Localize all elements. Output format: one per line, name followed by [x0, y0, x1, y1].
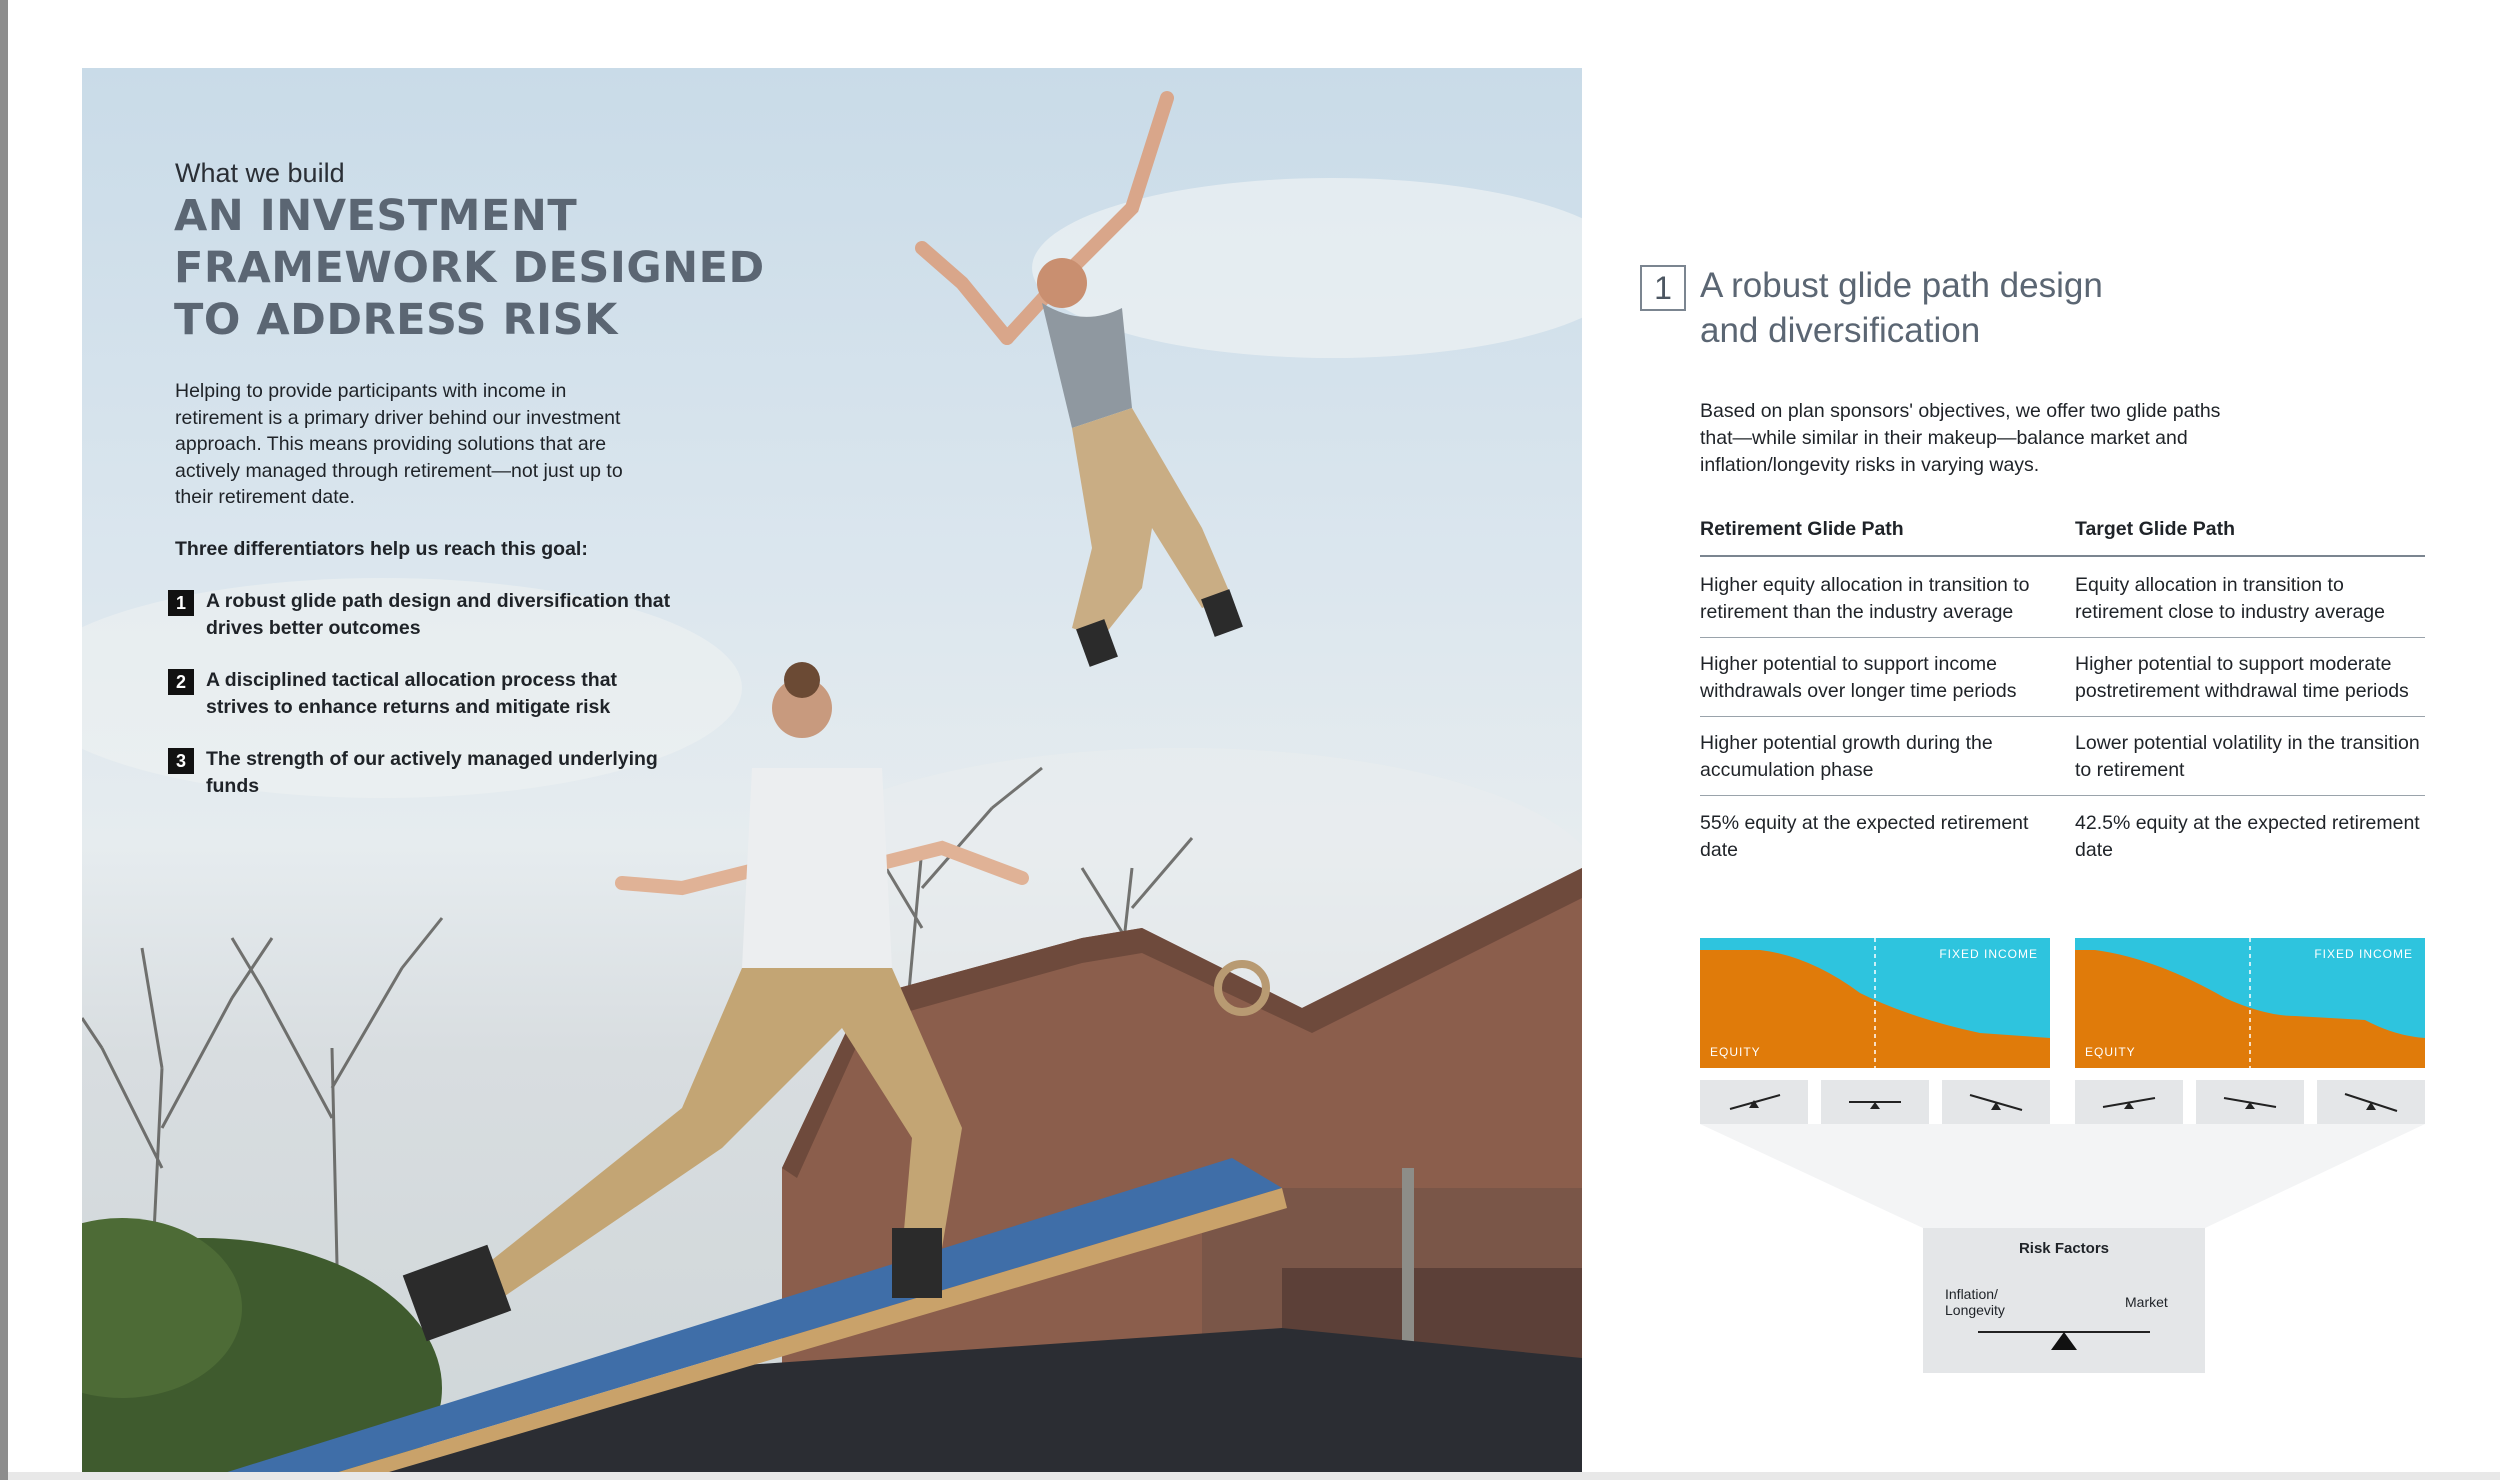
seesaw-right-tilt-icon: [2317, 1080, 2425, 1124]
differentiator-2: [168, 667, 676, 720]
tilt-indicator: [1700, 1080, 1808, 1124]
table-row-rule: [1700, 637, 2425, 638]
differentiator-number: 2: [168, 669, 194, 695]
risk-label-market: Market: [2125, 1294, 2168, 1310]
column-header-target: Target Glide Path: [2075, 518, 2235, 540]
table-row-rule: [1700, 716, 2425, 717]
goal-heading: Three differentiators help us reach this goal:: [175, 538, 588, 560]
target-glide-path-chart: [2075, 938, 2425, 1068]
section-intro: Based on plan sponsors' objectives, we offer two glide paths that—while similar in their makeup—balance market and inflation/longevity risks in varying ways.: [1700, 400, 2221, 476]
table-header-rule: [1700, 555, 2425, 557]
risk-factors-panel: [1923, 1228, 2205, 1373]
seesaw-level-icon: [1821, 1080, 1929, 1124]
fixed-income-label: FIXED INCOME: [1939, 947, 2038, 961]
retirement-glide-path-chart: [1700, 938, 2050, 1068]
equity-label: EQUITY: [2085, 1045, 2136, 1059]
table-cell: Higher potential growth during the accumulation phase: [1700, 732, 1993, 781]
equity-label: EQUITY: [1710, 1045, 1761, 1059]
differentiator-text: The strength of our actively managed underlying funds: [206, 748, 658, 797]
table-row-rule: [1700, 795, 2425, 796]
tilt-indicator: [1942, 1080, 2050, 1124]
fixed-income-label: FIXED INCOME: [2314, 947, 2413, 961]
table-cell: 55% equity at the expected retirement date: [1700, 812, 2029, 861]
differentiator-number: 3: [168, 748, 194, 774]
table-cell: Equity allocation in transition to retirement close to industry average: [2075, 574, 2385, 623]
section-number-badge: 1: [1640, 265, 1686, 311]
tilt-indicator: [1821, 1080, 1929, 1124]
table-cell: Higher potential to support income withdrawals over longer time periods: [1700, 653, 2017, 702]
column-header-retirement: Retirement Glide Path: [1700, 518, 1904, 540]
hero-photo: [82, 68, 1582, 1480]
risk-factors-title: Risk Factors: [2018, 1240, 2110, 1257]
differentiator-text: A robust glide path design and diversification that drives better outcomes: [206, 590, 671, 639]
table-cell: Higher potential to support moderate postretirement withdrawal time periods: [2075, 653, 2409, 702]
balance-scale-icon: [1923, 1228, 2205, 1373]
intro-paragraph: Helping to provide participants with income in retirement is a primary driver behind our investment approach. This means providing solutions that are actively managed through retirement—not just up to their retirement date.: [175, 380, 623, 508]
differentiator-3: [168, 746, 676, 799]
viewer-bottom-edge: [8, 1472, 2500, 1480]
table-cell: Higher equity allocation in transition to retirement than the industry average: [1700, 574, 2030, 623]
differentiator-1: [168, 588, 676, 641]
table-cell: Lower potential volatility in the transition to retirement: [2075, 732, 2420, 781]
tilt-indicator: [2075, 1080, 2183, 1124]
seesaw-left-tilt-icon: [2075, 1080, 2183, 1124]
flying-acrobat: [922, 98, 1243, 667]
seesaw-slight-right-tilt-icon: [2196, 1080, 2304, 1124]
table-cell: 42.5% equity at the expected retirement date: [2075, 812, 2420, 861]
differentiator-text: A disciplined tactical allocation process that strives to enhance returns and mitigate risk: [206, 669, 618, 718]
risk-label-inflation: Inflation/ Longevity: [1945, 1286, 2005, 1318]
seesaw-right-tilt-icon: [1942, 1080, 2050, 1124]
tilt-indicator: [2196, 1080, 2304, 1124]
funnel-connector: [1700, 1124, 2425, 1228]
page-headline: AN INVESTMENT FRAMEWORK DESIGNED TO ADDRESS RISK: [174, 191, 765, 345]
viewer-left-edge: [0, 0, 8, 1480]
seesaw-left-tilt-icon: [1700, 1080, 1808, 1124]
section-title: A robust glide path design and diversification: [1700, 266, 2103, 350]
kicker: What we build: [175, 158, 345, 188]
differentiator-number: 1: [168, 590, 194, 616]
tilt-indicator: [2317, 1080, 2425, 1124]
